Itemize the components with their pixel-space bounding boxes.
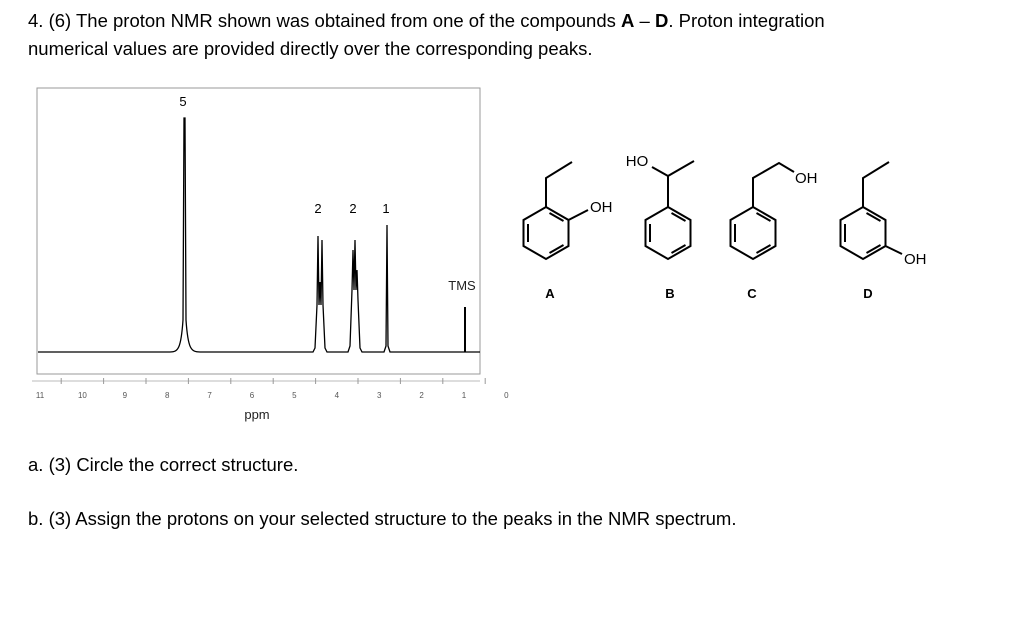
spectrum-frame xyxy=(37,88,480,374)
integration-label-oh: 1 xyxy=(382,201,390,216)
compound-a-ref: A xyxy=(621,10,635,31)
ppm-tick-label: 7 xyxy=(207,391,212,400)
compound-d-ref: D xyxy=(654,10,669,31)
integration-label-ch2-a: 2 xyxy=(314,201,322,216)
question-line-2: numerical values are provided directly over the corresponding peaks. xyxy=(28,38,593,59)
question-text-end: . Proton integration xyxy=(668,10,825,31)
structure-d-oh: OH xyxy=(904,251,927,268)
question-line-1 xyxy=(28,8,825,34)
part-b-instruction: b. (3) Assign the protons on your selected structure to the peaks in the NMR spectrum. xyxy=(28,508,737,529)
structure-c[interactable] xyxy=(731,163,818,301)
integration-label-aromatic: 5 xyxy=(179,94,187,109)
structure-a-oh: OH xyxy=(590,199,613,216)
ppm-tick-label: 8 xyxy=(164,391,170,400)
x-axis-label: ppm xyxy=(244,407,270,422)
ppm-tick-label: 5 xyxy=(292,391,297,400)
structure-b-label: B xyxy=(665,286,675,301)
structure-c-oh: OH xyxy=(795,170,818,187)
structure-a-label: A xyxy=(545,286,555,301)
ppm-tick-label: 6 xyxy=(249,391,255,400)
nmr-spectrum xyxy=(0,80,509,435)
range-dash: – xyxy=(634,10,655,31)
structure-b-ho: HO xyxy=(625,153,649,170)
structure-d[interactable] xyxy=(841,162,927,301)
ppm-tick-labels xyxy=(36,391,509,400)
ppm-tick-label: 9 xyxy=(122,391,128,400)
question-text: 4. (6) The proton NMR shown was obtained from one of the compounds xyxy=(28,10,622,31)
ppm-tick-label: 10 xyxy=(77,391,87,400)
ppm-tick-label: 1 xyxy=(461,391,467,400)
structure-a[interactable] xyxy=(524,162,613,301)
ppm-tick-label: 4 xyxy=(334,391,340,400)
ppm-tick-label: 11 xyxy=(35,391,45,400)
integration-label-ch2-b: 2 xyxy=(349,201,357,216)
spectrum-trace xyxy=(38,118,480,352)
part-a-instruction: a. (3) Circle the correct structure. xyxy=(28,454,299,475)
ppm-tick-label: 2 xyxy=(419,391,424,400)
ppm-tick-label: 0 xyxy=(504,391,509,400)
structure-b[interactable] xyxy=(626,153,694,301)
structure-d-label: D xyxy=(863,286,873,301)
tms-label: TMS xyxy=(448,278,476,293)
ppm-tick-label: 3 xyxy=(376,391,382,400)
structure-c-label: C xyxy=(747,286,757,301)
candidate-structures xyxy=(510,145,950,310)
